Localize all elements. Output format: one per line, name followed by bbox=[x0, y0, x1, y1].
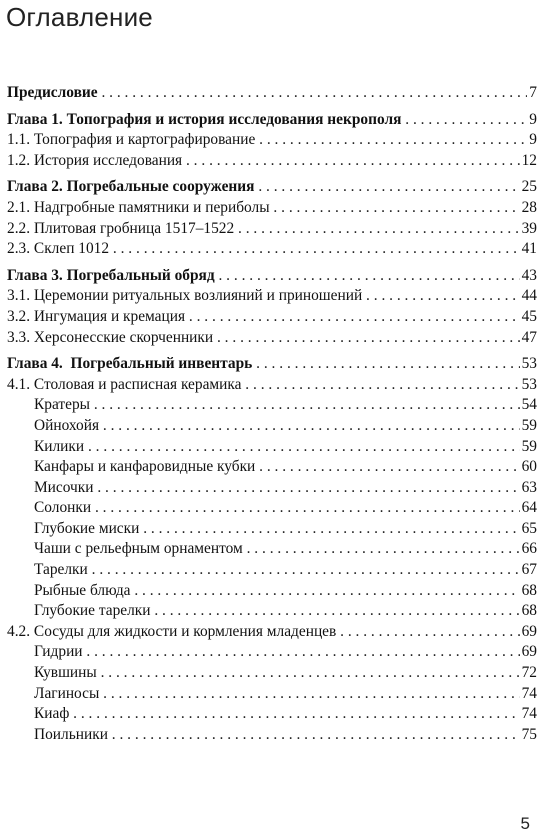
toc-entry[interactable] bbox=[7, 416, 537, 437]
page-number: 5 bbox=[520, 814, 530, 833]
table-of-contents bbox=[7, 83, 537, 745]
toc-entry-page: 7 bbox=[527, 83, 537, 104]
toc-entry[interactable] bbox=[7, 560, 537, 581]
toc-entry-page: 43 bbox=[520, 266, 537, 287]
toc-entry-page: 67 bbox=[520, 560, 537, 581]
toc-entry[interactable] bbox=[7, 219, 537, 240]
toc-entry-title: Киаф . . . bbox=[7, 705, 537, 722]
toc-entry-page: 12 bbox=[520, 151, 537, 172]
toc-chapter-entry[interactable] bbox=[7, 177, 537, 198]
toc-entry-page: 54 bbox=[520, 395, 537, 416]
toc-entry-page: 53 bbox=[520, 375, 537, 396]
toc-entry-title: Рыбные блюда . . . bbox=[7, 582, 537, 599]
toc-entry-page: 60 bbox=[520, 457, 537, 478]
toc-entry[interactable] bbox=[7, 328, 537, 349]
toc-entry-page: 69 bbox=[520, 642, 537, 663]
toc-entry-title: Канфары и канфаровидные кубки . . . bbox=[7, 458, 537, 475]
toc-entry-title: 3.2. Ингумация и кремация . . . bbox=[7, 308, 537, 325]
toc-entry-title: Глубокие миски . . . bbox=[7, 520, 537, 537]
toc-entry-title: Глава 2. Погребальные сооружения . . . bbox=[7, 178, 537, 195]
toc-entry[interactable] bbox=[7, 286, 537, 307]
toc-entry-title: 3.3. Херсонесские скорченники . . . bbox=[7, 329, 537, 346]
toc-entry-title: Солонки . . . bbox=[7, 499, 537, 516]
toc-entry[interactable] bbox=[7, 684, 537, 705]
toc-entry-title: 2.1. Надгробные памятники и периболы . . . bbox=[7, 199, 537, 216]
toc-entry-page: 74 bbox=[520, 684, 537, 705]
toc-entry-page: 41 bbox=[520, 239, 537, 260]
toc-entry-title: Лагиносы . . . bbox=[7, 685, 537, 702]
toc-entry[interactable] bbox=[7, 478, 537, 499]
toc-entry-page: 63 bbox=[520, 478, 537, 499]
toc-entry-page: 75 bbox=[520, 725, 537, 746]
toc-entry[interactable] bbox=[7, 375, 537, 396]
toc-entry-title: Чаши с рельефным орнаментом . . . bbox=[7, 540, 537, 557]
toc-entry-title: Тарелки . . . bbox=[7, 561, 537, 578]
toc-entry-page: 28 bbox=[520, 198, 537, 219]
toc-entry[interactable] bbox=[7, 437, 537, 458]
toc-entry-page: 66 bbox=[520, 539, 537, 560]
toc-entry-page: 47 bbox=[520, 328, 537, 349]
toc-chapter-entry[interactable] bbox=[7, 83, 537, 104]
toc-entry[interactable] bbox=[7, 642, 537, 663]
toc-entry[interactable] bbox=[7, 457, 537, 478]
toc-entry[interactable] bbox=[7, 307, 537, 328]
toc-entry-title: Предисловие . . . bbox=[7, 84, 537, 101]
toc-entry-page: 59 bbox=[520, 416, 537, 437]
toc-entry[interactable] bbox=[7, 151, 537, 172]
toc-entry-title: Гидрии . . . bbox=[7, 643, 537, 660]
toc-entry[interactable] bbox=[7, 239, 537, 260]
toc-entry-title: 2.3. Склеп 1012 . . . bbox=[7, 240, 537, 257]
toc-entry-title: Мисочки . . . bbox=[7, 479, 537, 496]
toc-entry[interactable] bbox=[7, 704, 537, 725]
toc-entry-page: 68 bbox=[520, 581, 537, 602]
toc-entry-title: 4.1. Столовая и расписная керамика . . . bbox=[7, 376, 537, 393]
toc-entry-title: 3.1. Церемонии ритуальных возлияний и приношений . . . bbox=[7, 287, 537, 304]
toc-entry-page: 74 bbox=[520, 704, 537, 725]
toc-entry[interactable] bbox=[7, 539, 537, 560]
toc-entry-page: 69 bbox=[520, 622, 537, 643]
toc-entry-page: 9 bbox=[527, 110, 537, 131]
toc-entry[interactable] bbox=[7, 130, 537, 151]
toc-entry-page: 68 bbox=[520, 601, 537, 622]
toc-entry[interactable] bbox=[7, 663, 537, 684]
toc-entry-title: Килики . . . bbox=[7, 438, 537, 455]
toc-entry-title: Глубокие тарелки . . . bbox=[7, 602, 537, 619]
toc-entry[interactable] bbox=[7, 581, 537, 602]
toc-entry-page: 65 bbox=[520, 519, 537, 540]
toc-chapter-entry[interactable] bbox=[7, 354, 537, 375]
toc-entry-title: Глава 1. Топография и история исследования некрополя . . . bbox=[7, 111, 537, 128]
toc-entry-page: 25 bbox=[520, 177, 537, 198]
toc-entry-title: Поильники . . . bbox=[7, 726, 537, 743]
toc-entry-page: 44 bbox=[520, 286, 537, 307]
toc-entry-title: Кувшины . . . bbox=[7, 664, 537, 681]
toc-entry[interactable] bbox=[7, 622, 537, 643]
toc-entry[interactable] bbox=[7, 198, 537, 219]
toc-entry-page: 72 bbox=[520, 663, 537, 684]
toc-entry-title: 1.2. История исследования . . . bbox=[7, 152, 537, 169]
toc-entry[interactable] bbox=[7, 519, 537, 540]
toc-entry[interactable] bbox=[7, 395, 537, 416]
toc-entry-page: 53 bbox=[520, 354, 537, 375]
toc-entry[interactable] bbox=[7, 498, 537, 519]
toc-entry-title: Глава 3. Погребальный обряд . . . bbox=[7, 267, 537, 284]
toc-entry-title: Ойнохойя . . . bbox=[7, 417, 537, 434]
toc-entry[interactable] bbox=[7, 725, 537, 746]
toc-entry[interactable] bbox=[7, 601, 537, 622]
toc-chapter-entry[interactable] bbox=[7, 110, 537, 131]
toc-entry-title: 4.2. Сосуды для жидкости и кормления младенцев . . . bbox=[7, 623, 537, 640]
toc-entry-title: Кратеры . . . bbox=[7, 396, 537, 413]
toc-entry-page: 9 bbox=[527, 130, 537, 151]
toc-entry-title: 1.1. Топография и картографирование . . . bbox=[7, 131, 537, 148]
toc-entry-title: Глава 4. Погребальный инвентарь . . . bbox=[7, 355, 537, 372]
page-title: Оглавление bbox=[6, 2, 153, 32]
toc-entry-page: 39 bbox=[520, 219, 537, 240]
toc-entry-page: 45 bbox=[520, 307, 537, 328]
toc-entry-title: 2.2. Плитовая гробница 1517–1522 . . . bbox=[7, 220, 537, 237]
toc-entry-page: 59 bbox=[520, 437, 537, 458]
toc-entry-page: 64 bbox=[520, 498, 537, 519]
toc-chapter-entry[interactable] bbox=[7, 266, 537, 287]
